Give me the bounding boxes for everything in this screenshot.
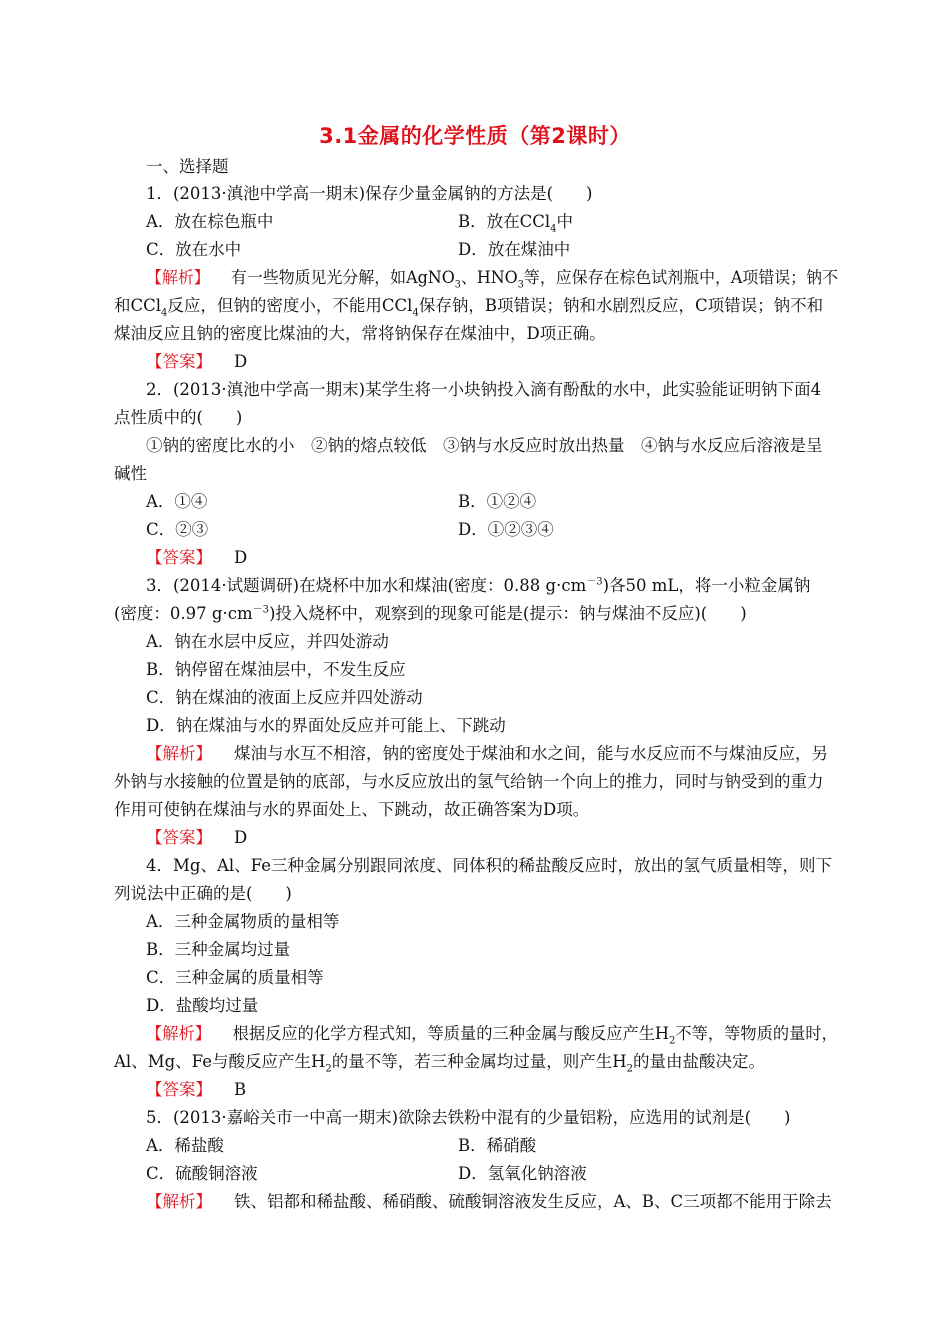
q3-option-d: D．钠在煤油与水的界面处反应并可能上、下跳动: [146, 716, 506, 735]
q3-option-a: A．钠在水层中反应，并四处游动: [146, 632, 389, 651]
q5-analysis: 【解析】 铁、铝都和稀盐酸、稀硝酸、硫酸铜溶液发生反应，A、B、C三项都不能用于除去: [146, 1192, 832, 1211]
q2-option-a: A．①④: [146, 492, 208, 511]
q2-option-c: C．②③: [146, 520, 209, 539]
q2-properties: ①钠的密度比水的小 ②钠的熔点较低 ③钠与水反应时放出热量 ④钠与水反应后溶液是呈: [146, 436, 823, 455]
q3-analysis: 【解析】 煤油与水互不相溶，钠的密度处于煤油和水之间，能与水反应而不与煤油反应，另: [146, 744, 828, 763]
q5-option-c: C．硫酸铜溶液: [146, 1164, 258, 1183]
answer-label: 【答案】: [146, 1080, 212, 1099]
q2-answer: 【答案】 D: [146, 548, 248, 567]
analysis-label: 【解析】: [146, 1192, 212, 1211]
q3-answer: 【答案】 D: [146, 828, 248, 847]
q1-stem: 1．(2013·滇池中学高一期末)保存少量金属钠的方法是( ): [146, 184, 593, 203]
analysis-label: 【解析】: [146, 268, 210, 287]
q4-answer: 【答案】 B: [146, 1080, 247, 1099]
q3-analysis-line2: 外钠与水接触的位置是钠的底部，与水反应放出的氢气给钠一个向上的推力，同时与钠受到的重力: [114, 772, 824, 791]
q1-option-c: C．放在水中: [146, 240, 242, 259]
q4-option-b: B．三种金属均过量: [146, 940, 291, 959]
section-heading: 一、选择题: [146, 157, 229, 176]
q5-option-d: D．氢氧化钠溶液: [458, 1164, 587, 1183]
analysis-label: 【解析】: [146, 1024, 211, 1043]
q5-option-a: A．稀盐酸: [146, 1136, 224, 1155]
q3-option-b: B．钠停留在煤油层中，不发生反应: [146, 660, 406, 679]
answer-label: 【答案】: [146, 548, 212, 567]
answer-label: 【答案】: [146, 828, 212, 847]
q4-analysis: 【解析】 根据反应的化学方程式知，等质量的三种金属与酸反应产生$H_2$不等，等物质的量时，: [146, 1024, 838, 1047]
q1-option-b: B．放在CCl$_4$中: [458, 212, 574, 235]
q1-analysis-line3: 煤油反应且钠的密度比煤油的大，常将钠保存在煤油中，D项正确。: [114, 324, 606, 343]
q1-answer: 【答案】 D: [146, 352, 248, 371]
q3-option-c: C．钠在煤油的液面上反应并四处游动: [146, 688, 423, 707]
q4-option-d: D．盐酸均过量: [146, 996, 259, 1015]
page-title: 3.1金属的化学性质（第2课时）: [319, 124, 631, 148]
q1-option-d: D．放在煤油中: [458, 240, 571, 259]
q4-stem-line2: 列说法中正确的是( ): [114, 884, 292, 903]
q2-stem-line2: 点性质中的( ): [114, 408, 243, 427]
q4-option-c: C．三种金属的质量相等: [146, 968, 324, 987]
q2-stem: 2．(2013·滇池中学高一期末)某学生将一小块钠投入滴有酚酞的水中，此实验能证明钠下面4: [146, 380, 822, 399]
q4-analysis-line2: Al、Mg、Fe与酸反应产生$H_2$的量不等，若三种金属均过量，则产生$H_2$的量由盐酸决定。: [114, 1052, 765, 1075]
q5-option-b: B．稀硝酸: [458, 1136, 537, 1155]
q3-stem-line2: (密度：0.97 $g\cdot cm^{-3}$)投入烧杯中，观察到的现象可能是(提示：钠与煤油不反应)( ): [114, 604, 747, 623]
q2-option-d: D．①②③④: [458, 520, 554, 539]
q2-option-b: B．①②④: [458, 492, 537, 511]
q1-analysis-line2: 和CCl$_4$反应，但钠的密度小，不能用CCl$_4$保存钠，B项错误；钠和水剧烈反应，C项错误；钠不和: [114, 296, 824, 319]
q4-option-a: A．三种金属物质的量相等: [146, 912, 340, 931]
q1-option-a: A．放在棕色瓶中: [146, 212, 274, 231]
q2-properties-line2: 碱性: [114, 464, 147, 483]
q4-stem: 4．Mg、Al、Fe三种金属分别跟同浓度、同体积的稀盐酸反应时，放出的氢气质量相等，则下: [146, 856, 832, 875]
analysis-label: 【解析】: [146, 744, 212, 763]
answer-label: 【答案】: [146, 352, 212, 371]
q3-stem: 3．(2014·试题调研)在烧杯中加水和煤油(密度：0.88 $g\cdot cm^{-3}$)各50 mL，将一小粒金属钠: [146, 576, 811, 595]
q5-stem: 5．(2013·嘉峪关市一中高一期末)欲除去铁粉中混有的少量铝粉，应选用的试剂是( ): [146, 1108, 791, 1127]
q1-analysis: 【解析】 有一些物质见光分解，如AgNO$_3$、$HNO_3$等，应保存在棕色试剂瓶中，A项错误；钠不: [146, 268, 838, 291]
q3-analysis-line3: 作用可使钠在煤油与水的界面处上、下跳动，故正确答案为D项。: [114, 800, 590, 819]
